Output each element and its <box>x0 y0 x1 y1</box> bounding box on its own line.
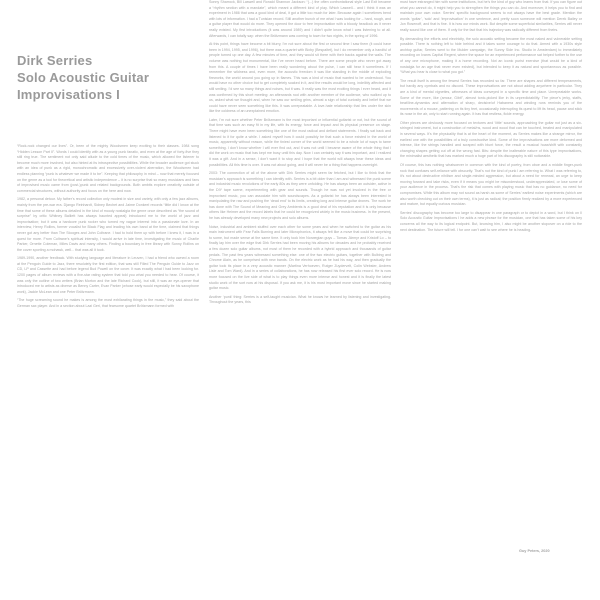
paragraph: Sonny Sharrock, Bill Laswell and Ronald Shannon Jackson: “(...) the often confrontational style Last Exit became a “rhythm section with a mandate”, which meant a different kind of play. Which Laswell... and I think it was an experiment in 1986 that was a good kind of deal, it got a little too much for later. Because again I sometimes bend with lots of information. I had a Tunisian record. Still another bunch of me what I was looking for – hard, rough, and a guitar player that would do more. They opened the door to free improvisation with a bloody headlock as it never really existed. My first introductions (it was around 1989) and I didn’t quite know what I was listening to at all. Afterwards, I can totally say: when the Brötzmann was coming to town for two nights, in the spring of 1996. <box>209 0 391 38</box>
paragraph: 1982, a personal detour. My father’s record collection only modest in size and variety, with only a few jazz albums, mainly from the pre-war era. Django Reinhardt, Sidney Bechet and Jaime Donkeel records “little did I know at the time that some of these albums detailed in the kind of moody nostalgia the genre once described as “the sound of surprise” by critic Whitney Balliett has always haunted appeal) introduced me to the world of jazz and improvisation; but it was a hardcore punk rocker who turned my vague interest into a passionate love. In an interview, Henry Rollins, former vocalist for Black Flag and leading his own band at the time, claimed that things never got any better than The Stooges and John Coltrane. I had to hold them up with before I knew it, I was in a quest for more. From Coltrane’s spiritual intensity, I would arrive in late time, investigating the music of Charlie Parker, Ornette Coleman, Miles Davis and many others. Finding a boundary in free library with Sonny Rollins on the cover sporting a mohawk, well... that was all it took. <box>17 197 199 252</box>
paragraph: Later, I’m not sure whether Peter Brötzmann is the most important or influential guitarist or not, but the sound of that time was such an easy fit in my life, with its energy, force and impact and its physical presence on stage. There might have even been something like one of the most radical and defiant statements. I finally sat back and listened to it for quite a while. I asked myself how it could possibly be that such a force existed in the world of music, apparently without reason, while the tiniest corner of the world seemed to be a whole lot of ways to tame something. I don’t know whether I will ever find out, and it was not until I became aware of the whole thing that I did the work on music that has kept me busy until this day. Now I can certainly say it was important, and I realized it was a gift. And in a sense, I don’t want it to stop and I hope that the world will always hear these ideas and possibilities. All this time is over. It was not about going, and it will never be a thing that happens overnight. <box>209 117 391 167</box>
text-column-1 <box>17 144 199 600</box>
paragraph: 2003: The connection of all of the above with Dirk Serries might seem far fetched, but I like to think that the musician’s approach is something I can identify with. Serries is a bit older than I am and witnessed the punk scene and industrial music revolutions of the early 80s as they were unfolding. He has always been an outsider, active in the DIY tape scene, experimenting with gear and sounds. Though he was not yet involved in the free or improvised music, you can associate him with soundscapes. As a guitarist he has always been interested in manipulating the raw and pushing the ‘dead end’ to its limits, creating long and intense guitar drones. The work he has done with The Sound of Meaning and Grey Ambients is a good deal of his reputation and it is only because others like Heimer and the record labels that he could be recognized widely in the music business. In the present, he has already developed many new projects and solo albums. <box>209 171 391 220</box>
paragraph: 1989-1990, another feedback. With studying language and literature in Leuven, I had a friend who owned a room at the Penguin Guide to Jazz, there resolutely the first edition, that was still Filled The Penguin Guide to Jazz on CD, LP and Cassette and had before legend Bud Powell on the cover. It was exactly what I had been looking for. 1200 pages of album reviews with a five-star rating system that told you what you needed to hear. Of course, it was only the outline of two writers (Brian Morton and the late Richard Cook), but still, it was an eye-opener that introduced me to artists as diverse as Benny Carter, Evan Parker (whose early would especially be his saxophone work), Jackie McLean and one Peter Brötzmann. <box>17 256 199 294</box>
paragraph: Serries’ discography has become too large to disappear in one paragraph or to depict in a word, but I think on Il Solo Acoustic Guitar Improvisations I he adds a new phrase for the musician, one that has taken some of his key concerns all the way to its logical endpoint. But, knowing him, I also might be another stopover on a ride to the next destination. The future will tell. I for one can’t wait to see where he is heading. <box>400 210 582 232</box>
paragraph: “Rock-rock changed our lives”. Or, been of the mighty Woodsmen keep exciting to their classes. 1984 song “Hidden Lesson Part II”. Words I could identify with as a young punk fanatic, and even at the age of forty-five they still ring true. The sentiment not only said allude to the cold times of the music, which allowed the listener to become much more involved, but also hinted at its introspective possibilities. While the broader audience got stuck with an idea of punk as a rigid, monochromatic and excessively over-violent aberration, the Woodsmen had endless planning “punk is whatever we made it to be”. Keeping that philosophy in mind – now that merely focused on the genre as a tool for theoretical and artistic independence – it is no surprise that so many musicians and fans of improvised music came from (post-)punk and related backgrounds. Both ambits explore creativity outside of commercial structures, without authority and focus on the here and now. <box>17 144 199 193</box>
paragraph: The result itself is among the fewest Serries has recorded so far. There are shapes and different temperaments, but hardly any cymbals and no discord. These improvisations are not about adding anywhere in particular. They are a kind of mental vignettes, witnesses of ideas conveyed in a specific time and place. Unrepeatable works. Some of the more, like (amour, Gibit”, almost tonic-picked like in its unpredictability. The piece’s jerky, staffs, beat/line-dynamics and alternation of sharp, decisive/of Habanera and winding runs reminds you of the movements of a mouse, pattering on its tiny feet, occasionally interrupting its quest to lift its head, pause and stick its nose in the air, only to start running again. It has that restless, fickle energy. <box>400 78 582 117</box>
paragraph: Another ‘punk’ thing: Serries is a self-taught musician. What he knows he learned by listening and investigating. Throughout the years, this <box>209 294 391 305</box>
paragraph: By demanding the efforts and electricity, the solo acoustic setting became the most naked and vulnerable setting possible. There is nothing left to hide behind and it takes some courage to do that. Armed with a 1930s style archtop guitar, Serries went to the Mulder campaign, the Sunny Side Inc. Studio in Amsterdam) to immediately recording on Ivanrs Capital Regent, where the space for an experienced performance sat helped further to the use of any one microphone, making it a home recording. Not an iconic purist exercise (that would be a kind of nostalgia for an age that never even existed), but intended to keep it as natural and spontaneous as possible. “What you hear is close to what you got.” <box>400 36 582 75</box>
title-line-album: Solo Acoustic Guitar <box>17 70 150 85</box>
paragraph: “The huge screaming sound he makes is among the most exhilarating things in the music,” they said about the German sax player. And in a section about Lazi Geri, that fearsome quartet Brötzmann formed with <box>17 298 199 309</box>
paragraph: must have estranged him with some institutions, but he’s the kind of guy who learns from that. If you can figure out what you cannot do, it might help you to strengthen the things you can do. And moreover, it helps you to find and maintain your own voice. Serries’ specific background seems to not always have the best grade. Mention the words ‘guitar’, ‘solo’ and ‘improvisation’ in one sentence, and pretty soon someone will mention Derek Bailey or Jon Rosenoff, and that is fine. It is how our minds work. But despite some superficial similarities, Serries will never really sound like one of them. If only for the fact that his trajectory was radically different from theirs. <box>400 0 582 32</box>
text-column-2 <box>209 0 391 600</box>
paragraph: Noise, industrial and ambient stuffed over each other for some years and when he switched to the guitar as his main instrument with Fear Falls Burning and later Microphonics, it always felt like a move that could be surprising to some, but made sense at the same time. It only took him Norwegian guys – Tomas Järmyr and Kristoff Lo – to finally lay him over the edge that Dirk Serries had been moving his albums for decades and he probably received a few dozen solo guitar albums, not most of them he recorded with a hybrid approach and thousands of guitar pedals. The past few years witnessed something else: one of the two electric guitars, together with Bulbing and Chrome Alain, as he comprised with new bands. On the electric work as he had his way, and then gradually the guitar took its place in a very acoustic manner (Martina Verhoeven, Rutger Zuydervelt, Colin Webster, Andrew Lisle and Tom Ward). And in a series of collaborations, he has now released his first ever solo record. He is now more focused on the live side of what is to play things even more intense and honest and it is finally the latest studio work of the sort now at his disposal. If you ask me, it is his most important move since he started making guitar music. <box>209 224 391 291</box>
title-line-artist: Dirk Serries <box>17 53 93 68</box>
paragraph: At this point, things have become a bit blurry, I’m not sure about the first or second time I saw them (it could have been in 1994, 1995, and 1996), but there was a quartet with Bixby (Bespaltet), but I do remember only a handful of people turned up one day. A few minutes of time, and they would sit there with their backs against the walls. The volume was nothing but monumental, like I’ve never heard before. There are some people who never got away from this. A couple of times I have been really wondering about the pulse, I can still hear it sometimes. If I remember the wildness and, even more, the acoustic freedom it was like standing in the middle of exploding fireworks, the world around you going up in flames. This was a kind of music that wanted to be understood. You would have no other choice but to get completely soaked in it, and the results would be long, indelibly affected and still smiling. I’d see so many things and noises, but it was. It really was the most exciting things I ever heard, and it was confirmed by this short meeting: an afterwards nod with another member of the audience, who walked up to us, asked what we thought and, when he saw our smiling grins, almost a sign of total curiosity and belief that we could have never seen something like this. It was unrepeatable. A love-hate relationship that lies under the skin like the coldness of an unexplained emotion. <box>209 42 391 114</box>
author-signature: Guy Peters, 2020 <box>519 549 550 553</box>
album-title <box>17 52 187 103</box>
text-column-3 <box>400 0 582 600</box>
title-line-volume: Improvisations I <box>17 87 120 102</box>
paragraph: Other pieces are obviously more focused on textures and ‘little’ sounds, approaching the guitar not just as a six-stringed instrument, but a construction of metal/ns, wood and wood that can be touched, treated and manipulated in several ways. It’s the physicality that is at the heart of the moment, as Serries makes like a strange mirror, the earliest one with the possibilities of a truly constructive kind. Some of the improvisations are more deformed and intense, like the strings handled and scraped with blunt force, the result a musical hoax/shift with constantly changing shapes getting cut off at the wrong fast. Bits: despite the inalterable nature of this type improvisations, the minimalist aesthetic that has marked much a huge part of his discography is still noticeable. <box>400 120 582 159</box>
paragraph: Of course, this has nothing whatsoever in common with the kind of poetry, from oboe and a middle finger-punk rock that confuses self-reliance with obscurity. That’s not the kind of punk I am referring to. What I was referring to, it’s not about destructive nihilism and single-minded aggression, but about a need for renewal, an urge to keep moving forward and take risks, even if it means you might be misunderstood, underappreciated, or lose some of your audience in the process. That’s the risk that comes with playing music that has no guidance, no need for compromises. While this album may not sound as harsh as some of Serries’ earliest noise experiments (which are also worth checking out on their own terms), it is just as radical; the position firmly realized by a more experienced and mature, but equally curious musician. <box>400 163 582 207</box>
